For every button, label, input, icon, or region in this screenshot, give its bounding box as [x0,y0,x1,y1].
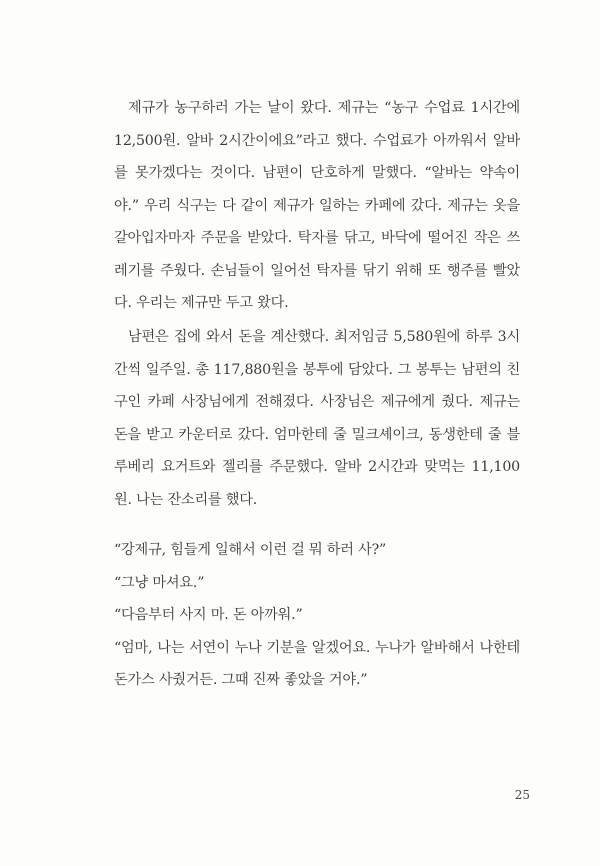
dialogue-line: “다음부터 사지 마. 돈 아까워.” [114,607,303,623]
paragraph-1 [114,92,520,320]
paragraph-2 [114,321,520,516]
dialogue-line: “강제규, 힘들게 일해서 이런 걸 뭐 하러 사?” [114,542,387,558]
paragraph-text: 남편은 집에 와서 돈을 계산했다. 최저임금 5,580원에 하루 3시간씩 일주일. 총 117,880원을 봉투에 담았다. 그 봉투는 남편의 친구인 카페 사장님에게 전해졌다. 사장님은 제규에게 줬다. 제규는 돈을 받고 카운터로 갔다. 엄마한테 줄 밀크셰이크, 동생한테 줄 블루베리 요거트와 젤리를 주문했다. 알바 2시간과 맞먹는 11,100원. 나는 잔소리를 했다. [114,329,520,508]
paragraph-text: 제규가 농구하러 가는 날이 왔다. 제규는 “농구 수업료 1시간에 12,500원. 알바 2시간이에요”라고 했다. 수업료가 아까워서 알바를 못가겠다는 것이다. 남편이 단호하게 말했다. “알바는 약속이야.” 우리 식구는 다 같이 제규가 일하는 카페에 갔다. 제규는 옷을 갈아입자마자 주문을 받았다. 탁자를 닦고, 바닥에 떨어진 작은 쓰레기를 주웠다. 손님들이 일어선 탁자를 닦기 위해 또 행주를 빨았다. 우리는 제규만 두고 왔다. [114,100,520,311]
dialogue-line: “그냥 마셔요.” [114,574,205,591]
page-number: 25 [514,788,530,802]
dialogue-block [114,534,520,697]
dialogue-line: “엄마, 나는 서연이 누나 기분을 알겠어요. 누나가 알바해서 나한테 돈가스 사줬거든. 그때 진짜 좋았을 거야.” [114,639,520,688]
